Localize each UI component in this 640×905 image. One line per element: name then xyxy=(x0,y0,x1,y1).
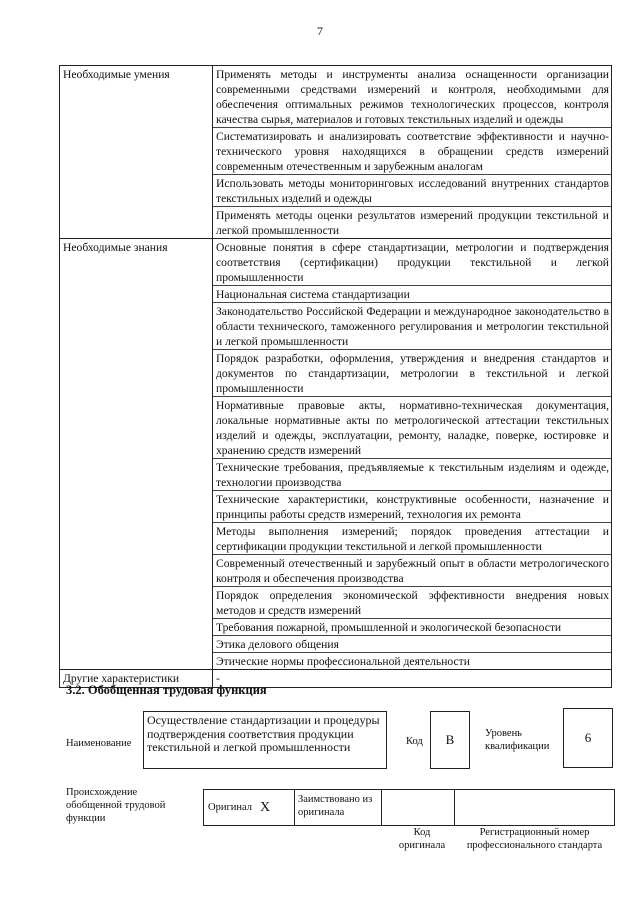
list-item: Нормативные правовые акты, нормативно-техническая документация, локальные нормативные акты по метрологической аттестации текстильных изделий и одежды, эксплуатации, ремонту, наладке, поверке, юстировке и хранению средств измерений xyxy=(213,397,611,459)
code-original-cell xyxy=(382,790,455,825)
list-item: Национальная система стандартизации xyxy=(213,286,611,303)
code-original-label: Код оригинала xyxy=(398,827,446,851)
row-label: Необходимые знания xyxy=(60,239,213,670)
list-item: Применять методы оценки результатов измерений продукции текстильной и легкой промышленности xyxy=(216,209,609,237)
origin-table xyxy=(203,789,615,826)
table-row xyxy=(60,66,612,239)
reg-number-label: Регистрационный номер профессионального стандарта xyxy=(466,827,603,851)
code-value-box: B xyxy=(430,711,470,769)
list-item: Технические характеристики, конструктивные особенности, назначение и принципы работы средств измерений, технология их ремонта xyxy=(213,491,611,523)
original-mark: X xyxy=(260,800,271,815)
list-item: Законодательство Российской Федерации и международное законодательство в области технического, таможенного регулирования и метрологии текстильной и легкой промышленности xyxy=(213,303,611,350)
requirements-table xyxy=(59,65,612,688)
list-item: Применять методы и инструменты анализа оснащенности организации современными средствами измерений и контроля, необходимыми для обеспечения оптимальных режимов технологических процессов, контроля качества сырья, материалов и готовых текстильных изделий и одежды xyxy=(213,66,611,128)
row-items-cell xyxy=(213,239,612,670)
code-label: Код xyxy=(406,736,423,747)
list-item: Технические требования, предъявляемые к текстильным изделиям и одежде, технологии производства xyxy=(213,459,611,491)
list-item: Этика делового общения xyxy=(213,636,611,653)
origin-label: Происхождение обобщенной трудовой функции xyxy=(66,787,166,824)
list-item: Этические нормы профессиональной деятельности xyxy=(216,655,470,668)
row-items-cell xyxy=(213,66,612,239)
list-item: Порядок определения экономической эффективности внедрения новых методов и средств измерений xyxy=(213,587,611,619)
list-item: Основные понятия в сфере стандартизации, метрологии и подтверждения соответствия (сертификации) продукции текстильной и легкой промышленности xyxy=(213,239,611,286)
name-value-box: Осуществление стандартизации и процедуры подтверждения соответствия продукции текстильной и легкой промышленности xyxy=(143,711,387,769)
list-item: Систематизировать и анализировать соответствие эффективности и научно-технического уровня находящихся в обращении средств измерений современным отечественным и зарубежным аналогам xyxy=(213,128,611,175)
page-number: 7 xyxy=(317,24,323,38)
name-label: Наименование xyxy=(66,738,132,749)
level-value-box: 6 xyxy=(563,708,613,768)
requirements-table-body xyxy=(60,66,612,688)
row-label: Необходимые умения xyxy=(60,66,213,239)
list-item: Порядок разработки, оформления, утверждения и внедрения стандартов и документов по стандартизации, метрологии в текстильной и легкой промышленности xyxy=(213,350,611,397)
row-items-cell xyxy=(213,670,612,688)
list-item: Методы выполнения измерений; порядок проведения аттестации и сертификации продукции текстильной и легкой промышленности xyxy=(213,523,611,555)
original-cell xyxy=(204,790,295,825)
list-item: Требования пожарной, промышленной и экологической безопасности xyxy=(213,619,611,636)
list-item: Современный отечественный и зарубежный опыт в области метрологического контроля и обеспечения производства xyxy=(213,555,611,587)
reg-number-cell xyxy=(455,790,614,825)
level-label: Уровень квалификации xyxy=(485,728,550,752)
list-item: Использовать методы мониторинговых исследований внутренних стандартов текстильных изделий и одежды xyxy=(213,175,611,207)
list-item: - xyxy=(216,672,220,685)
table-row xyxy=(60,239,612,670)
row-label: Другие характеристики xyxy=(60,670,213,688)
original-label: Оригинал xyxy=(208,802,252,813)
borrowed-cell: Заимствовано из оригинала xyxy=(295,790,382,825)
section-title: 3.2. Обобщенная трудовая функция xyxy=(66,683,267,697)
